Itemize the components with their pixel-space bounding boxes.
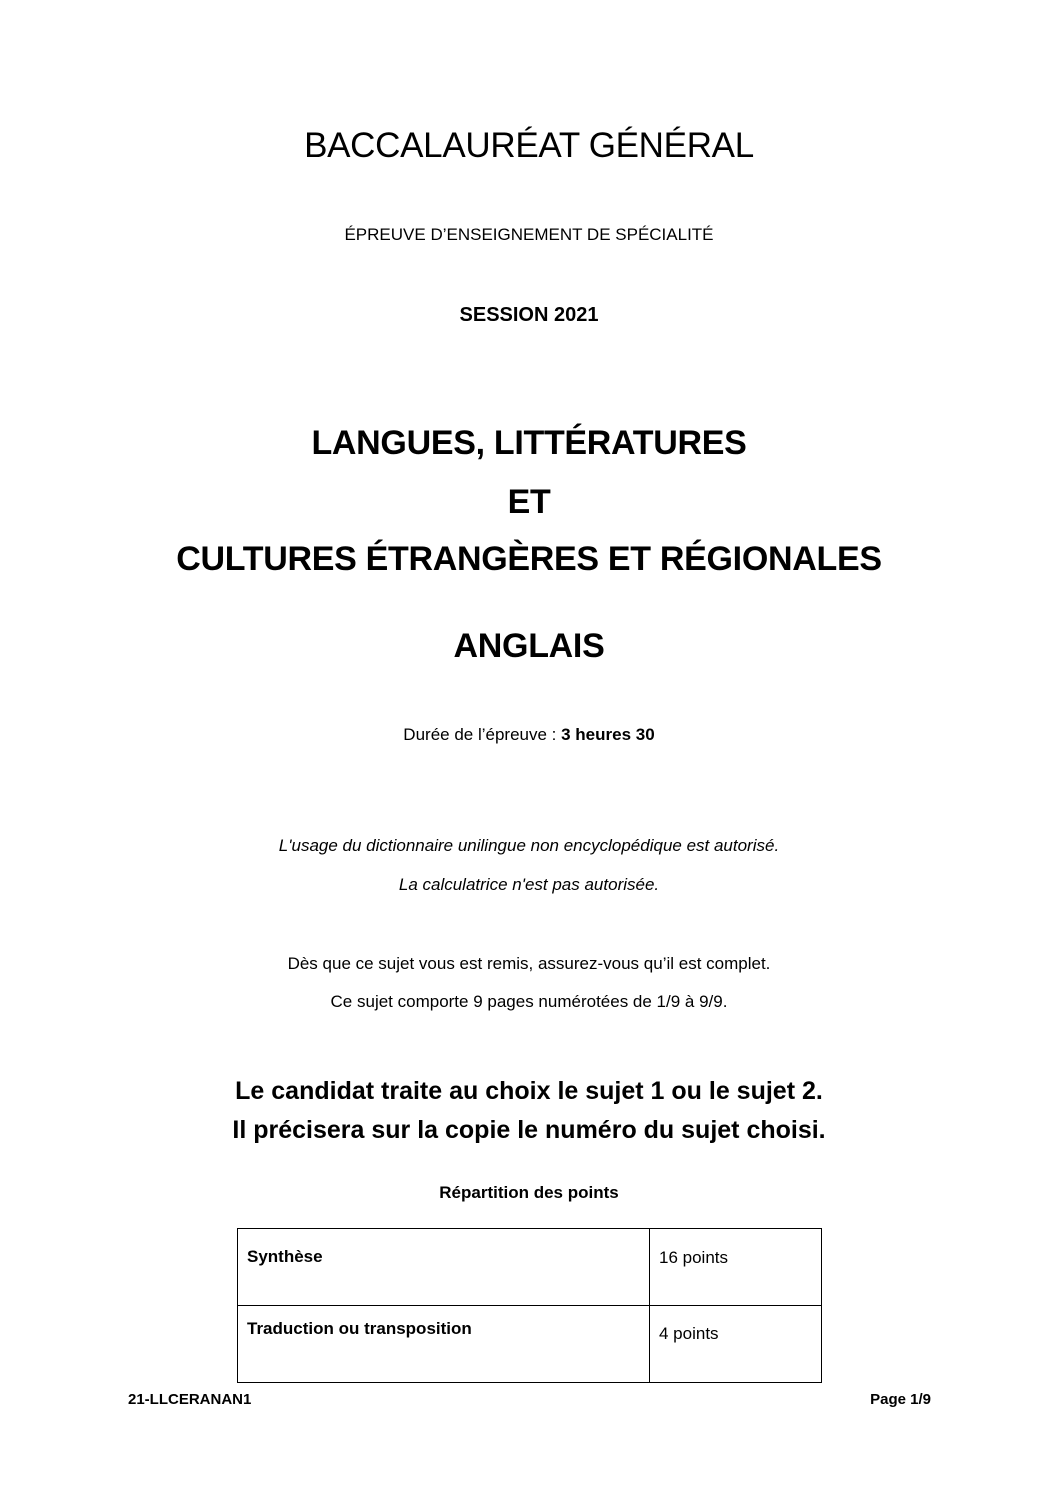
calculator-rule: La calculatrice n'est pas autorisée. bbox=[398, 875, 660, 894]
points-table-title: Répartition des points bbox=[439, 1183, 619, 1202]
table-cell-value: 16 points bbox=[650, 1229, 822, 1306]
footer-code: 21-LLCERANAN1 bbox=[128, 1391, 252, 1408]
subject-line-2: ET bbox=[507, 483, 551, 521]
table-cell-label: Synthèse bbox=[238, 1229, 650, 1306]
duration-value: 3 heures 30 bbox=[561, 725, 655, 744]
table-cell-label: Traduction ou transposition bbox=[238, 1306, 650, 1383]
choice-report-instruction: Il précisera sur la copie le numéro du sujet choisi. bbox=[232, 1116, 826, 1144]
completeness-check: Dès que ce sujet vous est remis, assurez-vous qu’il est complet. bbox=[287, 954, 771, 973]
choice-instruction: Le candidat traite au choix le sujet 1 ou le sujet 2. bbox=[235, 1077, 823, 1105]
duration-label: Durée de l’épreuve : bbox=[403, 725, 562, 744]
subject-line-1: LANGUES, LITTÉRATURES bbox=[311, 424, 747, 462]
dictionary-rule: L'usage du dictionnaire unilingue non encyclopédique est autorisé. bbox=[278, 836, 780, 855]
exam-type: ÉPREUVE D’ENSEIGNEMENT DE SPÉCIALITÉ bbox=[344, 225, 714, 244]
table-row bbox=[238, 1229, 822, 1306]
exam-session: SESSION 2021 bbox=[459, 304, 599, 326]
subject-line-3: CULTURES ÉTRANGÈRES ET RÉGIONALES bbox=[176, 540, 882, 578]
subject-language: ANGLAIS bbox=[453, 627, 605, 665]
table-cell-value: 4 points bbox=[650, 1306, 822, 1383]
page-count-notice: Ce sujet comporte 9 pages numérotées de 1/9 à 9/9. bbox=[330, 992, 728, 1011]
exam-duration bbox=[0, 723, 1058, 747]
points-table bbox=[237, 1228, 822, 1383]
table-row bbox=[238, 1306, 822, 1383]
footer-page-number: Page 1/9 bbox=[870, 1391, 931, 1408]
exam-title: BACCALAURÉAT GÉNÉRAL bbox=[304, 126, 754, 165]
